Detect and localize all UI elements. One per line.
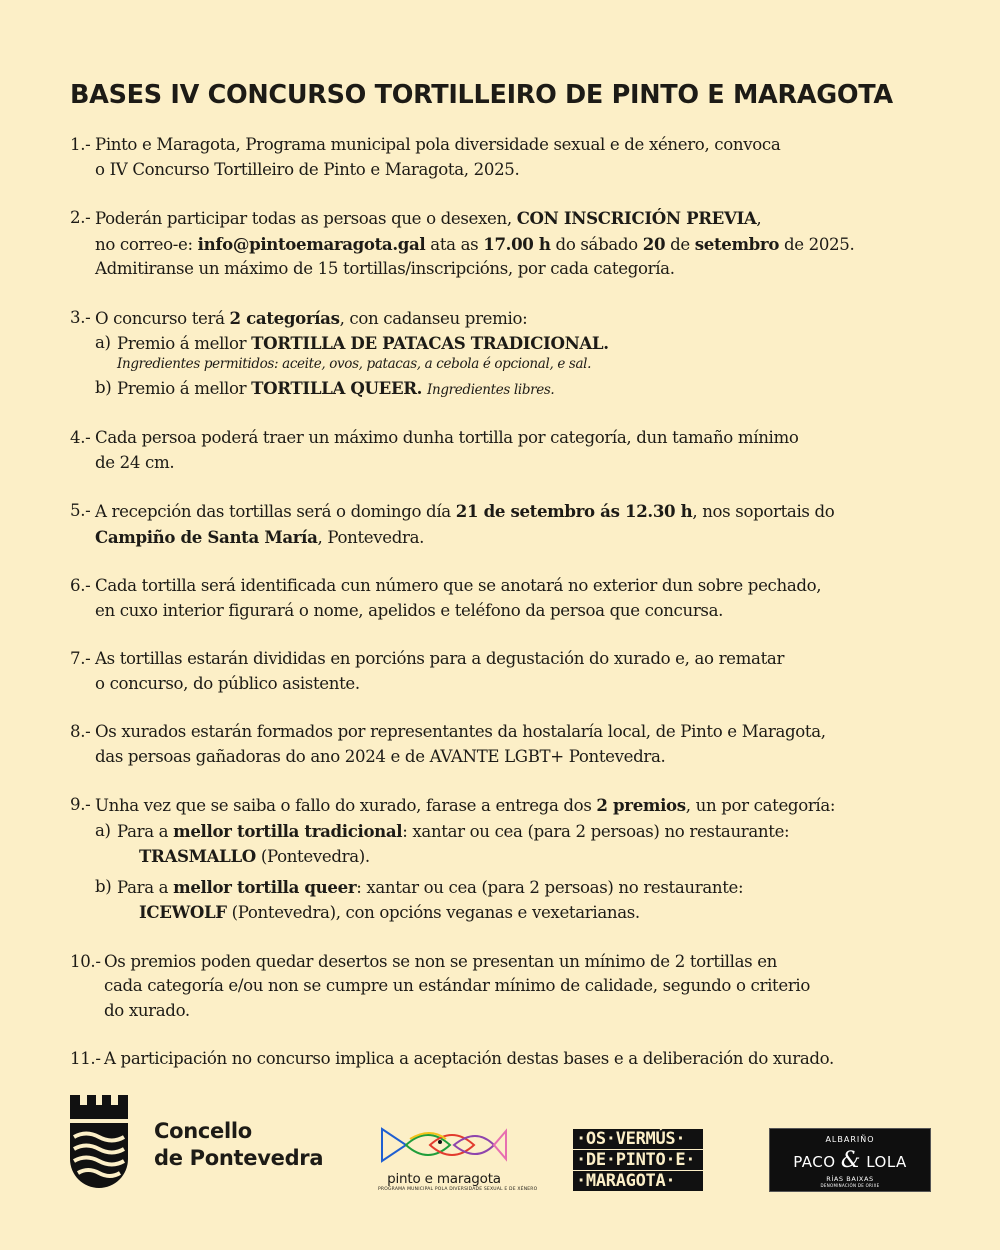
rule-text: das persoas gañadoras do ano 2024 e de AVANTE LGBT+ Pontevedra.: [95, 746, 666, 766]
rule-text: Os xurados estarán formados por representantes da hostalaría local, de Pinto e Maragota,: [95, 722, 826, 741]
vermus-line: ·DE·PINTO·E·: [573, 1150, 703, 1170]
rule-text: Campiño de Santa María, Pontevedra.: [95, 526, 425, 547]
pinto-e-maragota-logo: [378, 1125, 538, 1192]
category-b: b) Premio á mellor TORTILLA QUEER. Ingredientes libres.: [95, 377, 555, 398]
rule-8: [70, 720, 950, 769]
ingredients-note: Ingredientes libres.: [427, 381, 555, 398]
rule-text: en cuxo interior figurará o nome, apelidos e teléfono da persoa que concursa.: [95, 600, 724, 620]
rule-2: [70, 206, 950, 282]
rule-3: [70, 306, 950, 403]
rule-text: Admitiranse un máximo de 15 tortillas/inscripcións, por cada categoría.: [95, 259, 675, 278]
pinto-name: pinto e maragota: [387, 1171, 501, 1187]
concello-name: Concello: [154, 1119, 252, 1143]
rule-text: de 24 cm.: [95, 452, 175, 472]
email-link[interactable]: info@pintoemaragota.gal: [197, 233, 426, 254]
rule-1: [70, 133, 950, 182]
rule-number: 6.-: [70, 576, 91, 595]
rule-text: cada categoría e/ou non se cumpre un estándar mínimo de calidade, segundo o criterio: [104, 976, 811, 995]
rules-list: [70, 133, 950, 1072]
rule-number: 2.-: [70, 208, 91, 227]
rule-text: Poderán participar todas as persoas que o desexen, CON INSCRICIÓN PREVIA,: [95, 208, 762, 228]
rule-text: o IV Concurso Tortilleiro de Pinto e Maragota, 2025.: [95, 159, 520, 179]
concello-pontevedra-logo: [68, 1093, 323, 1197]
rule-text: A recepción das tortillas será o domingo día 21 de setembro ás 12.30 h, nos soportais do: [95, 501, 835, 521]
rule-text: Cada tortilla será identificada cun número que se anotará no exterior dun sobre pechado,: [95, 576, 822, 595]
rule-10: [70, 950, 950, 1024]
coat-of-arms-icon: [68, 1093, 130, 1197]
rule-number: 7.-: [70, 649, 91, 668]
rule-text: o concurso, do público asistente.: [95, 673, 360, 693]
vermus-logo: [573, 1129, 703, 1192]
rule-6: [70, 574, 950, 623]
rule-number: 10.-: [70, 951, 101, 971]
vermus-line: ·MARAGOTA·: [573, 1171, 703, 1191]
rule-number: 9.-: [70, 795, 91, 814]
prize-a: a) Para a mellor tortilla tradicional: xantar ou cea (para 2 persoas) no restaurante: TRASMALLO (Pontevedra).: [95, 820, 790, 866]
rule-number: 1.-: [70, 135, 91, 154]
rule-text: do xurado.: [104, 1000, 190, 1020]
ingredients-note: Ingredientes permitidos: aceite, ovos, patacas, a cebola é opcional, e sal.: [117, 355, 592, 372]
fish-logo-icon: [380, 1125, 508, 1165]
rule-11: [70, 1047, 950, 1072]
paco-name: PACO & LOLA: [793, 1148, 907, 1173]
rule-number: 11.-: [70, 1049, 101, 1068]
rule-number: 8.-: [70, 722, 91, 741]
page-title: BASES IV CONCURSO TORTILLEIRO DE PINTO E MARAGOTA: [70, 80, 893, 110]
vermus-line: ·OS·VERMÚS·: [573, 1129, 703, 1149]
concello-name: de Pontevedra: [154, 1146, 324, 1170]
rule-text: Cada persoa poderá traer un máximo dunha tortilla por categoría, dun tamaño mínimo: [95, 428, 799, 447]
prize-b: b) Para a mellor tortilla queer: xantar ou cea (para 2 persoas) no restaurante: ICEWOLF (Pontevedra), con opcións veganas e vexetarianas.: [95, 876, 744, 922]
paco-lola-logo: [769, 1128, 931, 1192]
paco-top-label: ALBARIÑO: [825, 1135, 875, 1144]
rule-text: O concurso terá 2 categorías, con cadanseu premio:: [95, 307, 528, 328]
rule-text: As tortillas estarán divididas en porcións para a degustación do xurado e, ao rematar: [95, 649, 785, 668]
rule-text: no correo-e: info@pintoemaragota.gal ata as 17.00 h do sábado 20 de setembro de 2025.: [95, 233, 855, 254]
rule-text: Unha vez que se saiba o fallo do xurado, farase a entrega dos 2 premios, un por categoría:: [95, 795, 836, 815]
rule-text: Os premios poden quedar desertos se non se presentan un mínimo de 2 tortillas en: [104, 951, 778, 971]
rule-5: [70, 499, 950, 550]
rule-text: A participación no concurso implica a aceptación destas bases e a deliberación do xurado.: [104, 1049, 834, 1068]
rule-4: [70, 426, 950, 475]
pinto-subtitle: PROGRAMA MUNICIPAL POLA DIVERSIDADE SEXUAL E DE XÉNERO: [378, 1187, 538, 1192]
rule-number: 3.-: [70, 307, 91, 327]
rule-7: [70, 647, 950, 696]
sponsor-logos: [0, 1085, 1000, 1205]
rule-number: 5.-: [70, 501, 91, 520]
rule-9: [70, 793, 950, 926]
category-a: a) Premio á mellor TORTILLA DE PATACAS TRADICIONAL. Ingredientes permitidos: aceite, ovos, patacas, a cebola é opcional, e sal.: [95, 331, 950, 374]
paco-region: RÍAS BAIXAS: [826, 1175, 874, 1183]
rule-number: 4.-: [70, 428, 91, 447]
rule-text: Pinto e Maragota, Programa municipal pola diversidade sexual e de xénero, convoca: [95, 135, 781, 154]
paco-denomination: DENOMINACIÓN DE ORIXE: [820, 1183, 880, 1188]
